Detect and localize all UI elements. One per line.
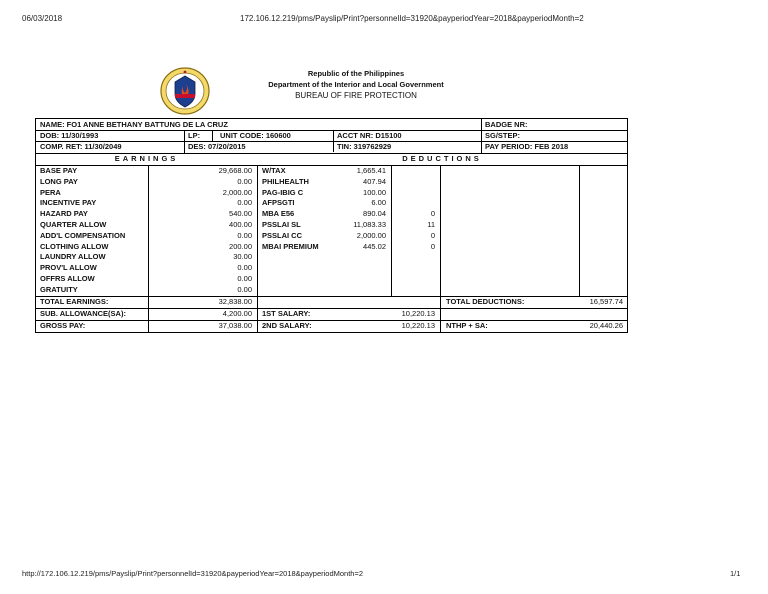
- deduction-value: 11,083.33: [353, 220, 386, 229]
- earning-label: INCENTIVE PAY: [40, 198, 97, 208]
- gross-pay-label: GROSS PAY:: [40, 321, 86, 330]
- agency-department: Department of the Interior and Local Government: [268, 80, 444, 89]
- pay-period: PAY PERIOD: FEB 2018: [485, 142, 569, 151]
- earning-value: 540.00: [229, 209, 252, 219]
- deduction-label: PSSLAI CC: [262, 230, 303, 240]
- agency-bureau: BUREAU OF FIRE PROTECTION: [295, 91, 417, 100]
- deduction-label: PSSLAI SL: [262, 220, 301, 229]
- print-date: 06/03/2018: [22, 14, 63, 23]
- earning-label: LAUNDRY ALLOW: [40, 252, 106, 262]
- lp-field: LP:: [188, 131, 201, 140]
- earning-value: 0.00: [237, 274, 252, 283]
- page-number: 1/1: [730, 569, 741, 578]
- earning-label: PROV'L ALLOW: [40, 263, 97, 273]
- nthp-sa-value: 20,440.26: [589, 321, 623, 330]
- earning-label: GRATUITY: [40, 284, 78, 294]
- account-number: ACCT NR: D15100: [337, 131, 402, 140]
- print-footer-url: http://172.106.12.219/pms/Payslip/Print?personnelId=31920&payperiodYear=2018&payperiodMonth=2: [22, 569, 364, 578]
- deduction-label: MBAI PREMIUM: [262, 241, 319, 251]
- date-of-birth: DOB: 11/30/1993: [40, 131, 99, 140]
- sub-allowance-value: 4,200.00: [222, 309, 252, 318]
- employee-name: NAME: FO1 ANNE BETHANY BATTUNG DE LA CRUZ: [40, 120, 228, 129]
- deduction-label: W/TAX: [262, 166, 286, 175]
- nthp-sa-label: NTHP + SA:: [446, 321, 488, 330]
- badge-number: BADGE NR:: [485, 120, 528, 129]
- earning-label: PERA: [40, 187, 61, 197]
- second-salary-label: 2ND SALARY:: [262, 321, 312, 330]
- earning-value: 0.00: [237, 284, 252, 294]
- deduction-value: 6.00: [371, 198, 386, 208]
- agency-republic: Republic of the Philippines: [307, 69, 405, 78]
- unit-code: UNIT CODE: 160600: [220, 131, 291, 140]
- sub-allowance-label: SUB. ALLOWANCE(SA):: [40, 309, 126, 318]
- total-earnings-label: TOTAL EARNINGS:: [40, 297, 109, 306]
- second-salary-value: 10,220.13: [401, 321, 435, 330]
- earning-label: QUARTER ALLOW: [40, 220, 107, 229]
- total-deductions-label: TOTAL DEDUCTIONS:: [446, 297, 525, 306]
- deduction-label: PHILHEALTH: [262, 176, 309, 186]
- first-salary-value: 10,220.13: [401, 309, 435, 318]
- deduction-value: 890.04: [363, 209, 386, 219]
- deduction-value: 100.00: [363, 187, 386, 197]
- earning-label: BASE PAY: [40, 166, 78, 175]
- print-header-url: 172.106.12.219/pms/Payslip/Print?personnelId=31920&payperiodYear=2018&payperiodMonth=2: [240, 14, 584, 23]
- date-entered-service: DES: 07/20/2015: [188, 142, 246, 151]
- payslip-table: [35, 118, 628, 333]
- gross-pay-value: 37,038.00: [218, 321, 252, 330]
- earning-value: 30.00: [233, 252, 252, 262]
- deduction-remaining-count: 11: [427, 220, 435, 229]
- first-salary-label: 1ST SALARY:: [262, 309, 311, 318]
- deductions-heading: DEDUCTIONS: [402, 154, 482, 163]
- deduction-label: PAG-IBIG C: [262, 187, 304, 197]
- total-deductions-value: 16,597.74: [589, 297, 623, 306]
- deduction-remaining-count: 0: [430, 241, 435, 251]
- earning-value: 0.00: [237, 198, 252, 208]
- bfp-seal-icon: [158, 66, 212, 116]
- earning-value: 200.00: [229, 241, 252, 251]
- tin-number: TIN: 319762929: [337, 142, 392, 151]
- deduction-label: AFPSGTI: [262, 198, 295, 208]
- earning-value: 29,668.00: [218, 166, 252, 175]
- earning-value: 0.00: [237, 230, 252, 240]
- earning-value: 400.00: [229, 220, 252, 229]
- deduction-value: 445.02: [363, 241, 386, 251]
- earning-label: CLOTHING ALLOW: [40, 241, 109, 251]
- deduction-remaining-count: 0: [430, 230, 435, 240]
- compulsory-retirement: COMP. RET: 11/30/2049: [40, 142, 122, 151]
- earning-label: OFFRS ALLOW: [40, 274, 95, 283]
- sg-step: SG/STEP:: [485, 131, 521, 140]
- deduction-value: 2,000.00: [356, 230, 386, 240]
- deduction-remaining-count: 0: [430, 209, 435, 219]
- total-earnings-value: 32,838.00: [218, 297, 252, 306]
- earning-value: 2,000.00: [222, 187, 252, 197]
- earning-value: 0.00: [237, 263, 252, 273]
- earning-value: 0.00: [237, 176, 252, 186]
- deduction-label: MBA E56: [262, 209, 295, 219]
- deduction-value: 407.94: [363, 176, 386, 186]
- deduction-value: 1,665.41: [356, 166, 386, 175]
- earning-label: LONG PAY: [40, 176, 78, 186]
- earning-label: ADD'L COMPENSATION: [40, 230, 126, 240]
- earning-label: HAZARD PAY: [40, 209, 88, 219]
- earnings-heading: EARNINGS: [114, 154, 179, 163]
